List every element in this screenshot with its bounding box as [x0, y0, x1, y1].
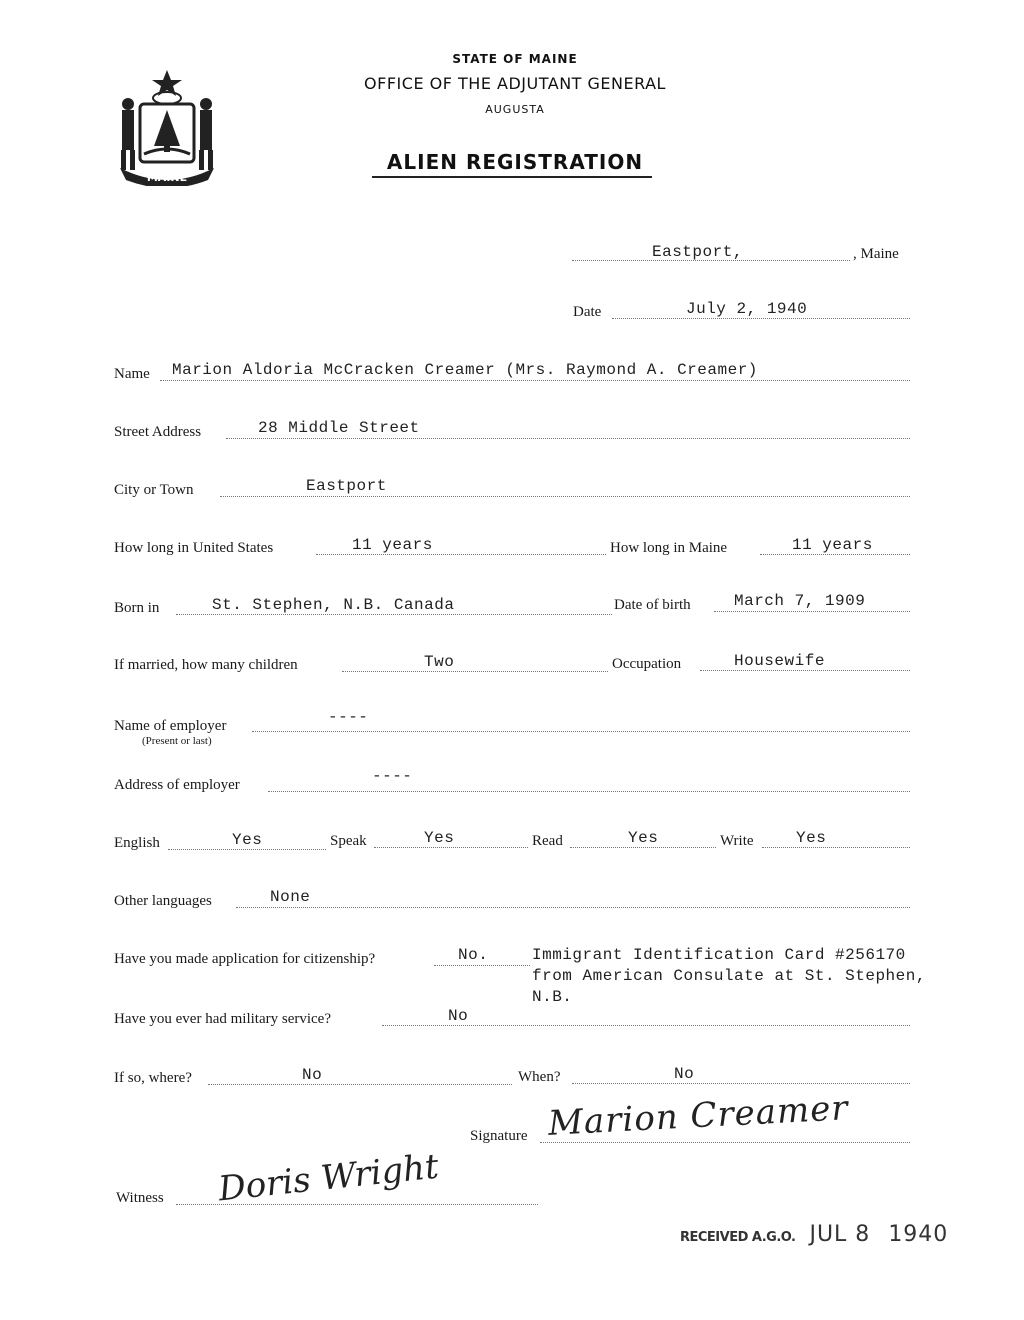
header-city: AUGUSTA [485, 103, 545, 116]
children-line [342, 671, 608, 672]
city-line [220, 496, 910, 497]
write-value: Yes [796, 829, 827, 847]
me-years-value: 11 years [792, 536, 873, 554]
state-seal-icon [112, 68, 222, 186]
when-value: No [674, 1065, 695, 1083]
citizenship-label: Have you made application for citizenship? [114, 951, 376, 967]
date-line [612, 318, 910, 319]
street-label: Street Address [114, 424, 202, 440]
place-value: Eastport, [652, 243, 743, 261]
occupation-label: Occupation [612, 656, 682, 672]
place-suffix: , Maine [853, 246, 899, 262]
received-stamp [680, 1222, 948, 1247]
english-line [168, 849, 326, 850]
speak-label: Speak [330, 833, 367, 849]
street-value: 28 Middle Street [258, 419, 420, 437]
name-label: Name [114, 366, 150, 382]
read-line [570, 847, 716, 848]
us-years-line [316, 554, 606, 555]
page-title: ALIEN REGISTRATION [386, 150, 644, 174]
signature-handwritten: Marion Creamer [547, 1088, 850, 1144]
employer-value: ---- [328, 708, 369, 726]
us-years-value: 11 years [352, 536, 433, 554]
english-value: Yes [232, 831, 263, 849]
speak-value: Yes [424, 829, 455, 847]
employer-address-value: ---- [372, 767, 413, 785]
when-line [572, 1083, 910, 1084]
stamp-year: 1940 [888, 1222, 949, 1247]
born-line [176, 614, 612, 615]
date-value: July 2, 1940 [686, 300, 808, 318]
read-value: Yes [628, 829, 659, 847]
born-label: Born in [114, 600, 160, 616]
where-line [208, 1084, 512, 1085]
write-line [762, 847, 910, 848]
when-label: When? [518, 1069, 561, 1085]
name-line [160, 380, 910, 381]
citizenship-line [434, 965, 530, 966]
other-languages-label: Other languages [114, 893, 212, 909]
military-value: No [448, 1007, 469, 1025]
children-label: If married, how many children [114, 657, 298, 673]
occupation-line [700, 670, 910, 671]
header-office: OFFICE OF THE ADJUTANT GENERAL [364, 74, 666, 93]
dob-label: Date of birth [614, 597, 691, 613]
me-years-label: How long in Maine [610, 540, 728, 556]
other-languages-line [236, 907, 910, 908]
write-label: Write [720, 833, 754, 849]
english-label: English [114, 835, 160, 851]
witness-signature-handwritten: Doris Wright [216, 1146, 441, 1210]
military-line [382, 1025, 910, 1026]
stamp-month-day: JUL 8 [809, 1222, 871, 1247]
signature-label: Signature [470, 1128, 528, 1144]
children-value: Two [424, 653, 455, 671]
citizenship-value: No. [458, 946, 489, 964]
citizenship-note-3: N.B. [532, 988, 573, 1006]
employer-label: Name of employer [114, 718, 227, 734]
employer-line [252, 731, 910, 732]
where-label: If so, where? [114, 1070, 192, 1086]
signature-line [540, 1142, 910, 1143]
employer-address-line [268, 791, 910, 792]
other-languages-value: None [270, 888, 311, 906]
street-line [226, 438, 910, 439]
stamp-received-text: RECEIVED A.G.O. [680, 1230, 796, 1245]
city-value: Eastport [306, 477, 387, 495]
employer-address-label: Address of employer [114, 777, 240, 793]
city-label: City or Town [114, 482, 194, 498]
where-value: No [302, 1066, 323, 1084]
read-label: Read [532, 833, 563, 849]
occupation-value: Housewife [734, 652, 825, 670]
citizenship-note-1: Immigrant Identification Card #256170 [532, 946, 906, 964]
me-years-line [760, 554, 910, 555]
born-value: St. Stephen, N.B. Canada [212, 596, 455, 614]
title-underline [372, 176, 652, 178]
witness-label: Witness [116, 1190, 164, 1206]
dob-value: March 7, 1909 [734, 592, 866, 610]
employer-sublabel: (Present or last) [142, 735, 212, 747]
name-value: Marion Aldoria McCracken Creamer (Mrs. Raymond A. Creamer) [172, 361, 758, 379]
date-label: Date [573, 304, 602, 320]
speak-line [374, 847, 528, 848]
svg-text:MAINE: MAINE [146, 171, 188, 184]
citizenship-note-2: from American Consulate at St. Stephen, [532, 967, 926, 985]
military-label: Have you ever had military service? [114, 1011, 331, 1027]
header-state: STATE OF MAINE [452, 52, 578, 66]
us-years-label: How long in United States [114, 540, 274, 556]
dob-line [714, 611, 910, 612]
